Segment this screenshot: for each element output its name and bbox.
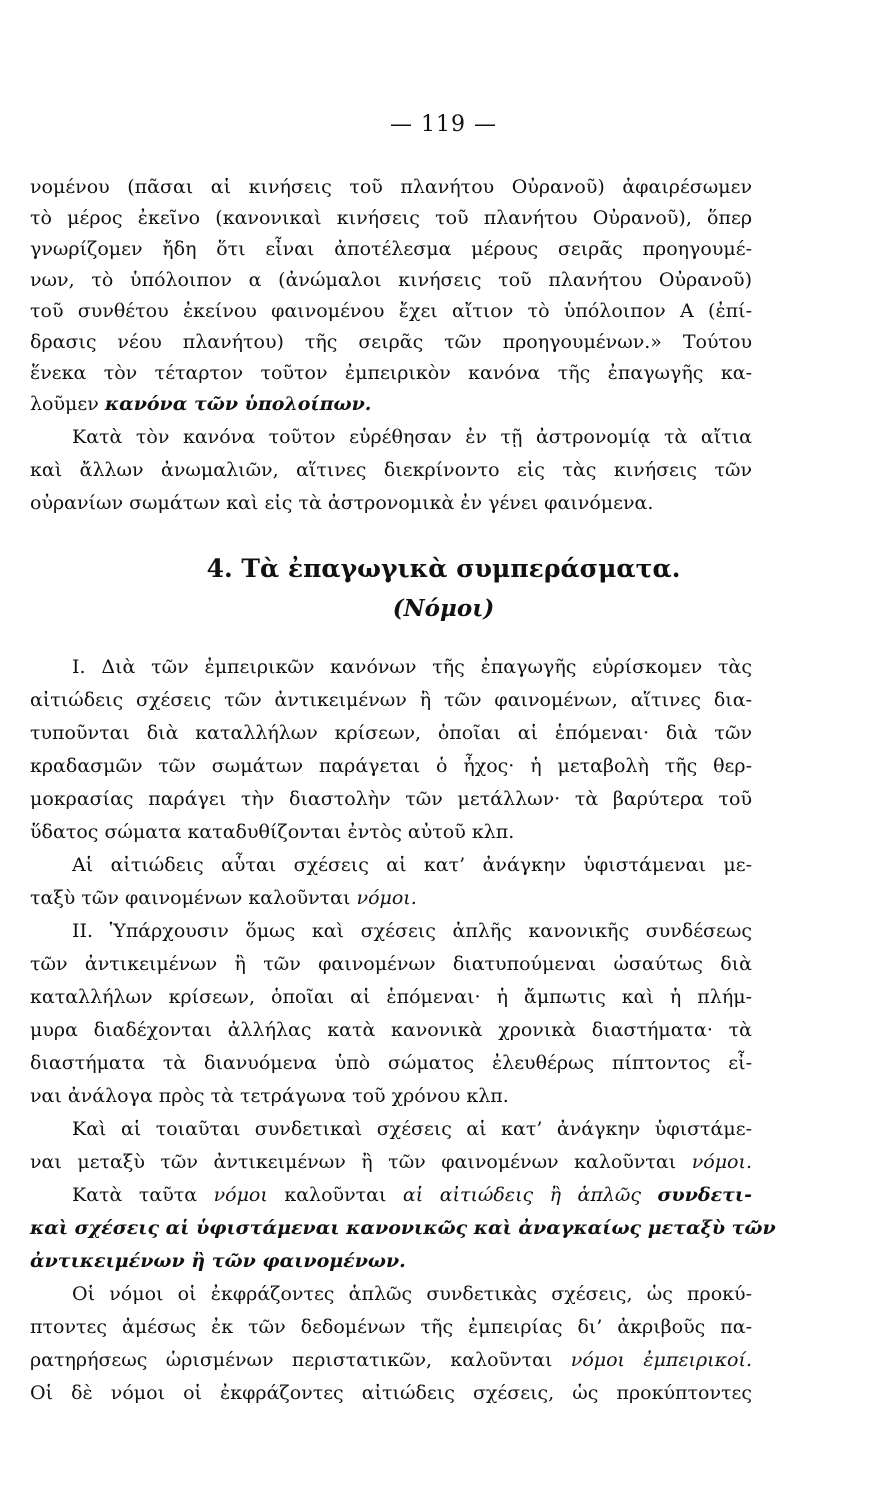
text-line: γνωρίζομεν ἤδη ὅτι εἶναι ἀποτέλεσμα μέρους σειρᾶς προηγουμέ- (30, 238, 752, 260)
text-line (30, 389, 752, 419)
text-span: ναι μεταξὺ τῶν ἀντικειμένων ἢ τῶν φαινομένων καλοῦνται (30, 1151, 677, 1173)
text-line: νομένου (πᾶσαι αἱ κινήσεις τοῦ πλανήτου Οὐρανοῦ) ἀφαιρέσωμεν (30, 176, 752, 198)
text-line: νων, τὸ ὑπόλοιπον α (ἀνώμαλοι κινήσεις τοῦ πλανήτου Οὐρανοῦ) (30, 269, 752, 291)
text-line: ΙΙ. Ὑπάρχουσιν ὅμως καὶ σχέσεις ἁπλῆς κανονικῆς συνδέσεως (72, 920, 752, 942)
page-number: — 119 — (390, 112, 497, 137)
text-line: οὐρανίων σωμάτων καὶ εἰς τὰ ἀστρονομικὰ ἐν γένει φαινόμενα. (30, 492, 654, 514)
section-heading: 4. Τὰ ἐπαγωγικὰ συμπεράσματα. (206, 554, 681, 583)
text-line: αἰτιώδεις σχέσεις τῶν ἀντικειμένων ἢ τῶν φαινομένων, αἵτινες δια- (30, 689, 752, 711)
text-line: τὸ μέρος ἐκεῖνο (κανονικαὶ κινήσεις τοῦ πλανήτου Οὐρανοῦ), ὅπερ (30, 207, 752, 229)
text-span: καλοῦνται (284, 1184, 387, 1206)
text-line (30, 883, 752, 913)
text-line: μυρα διαδέχονται ἀλλήλας κατὰ κανονικὰ χρονικὰ διαστήματα· τὰ (30, 1019, 752, 1041)
text-line: κραδασμῶν τῶν σωμάτων παράγεται ὁ ἦχος· ἡ μεταβολὴ τῆς θερ- (30, 755, 752, 777)
text-line: Ι. Διὰ τῶν ἐμπειρικῶν κανόνων τῆς ἐπαγωγῆς εὑρίσκομεν τὰς (72, 656, 752, 678)
text-line (30, 1147, 752, 1177)
emphasized-term: συνδετι- (657, 1184, 752, 1206)
text-line: διαστήματα τὰ διανυόμενα ὑπὸ σώματος ἐλευθέρως πίπτοντος εἶ- (30, 1052, 752, 1074)
emphasized-term: κανόνα τῶν ὑπολοίπων. (104, 393, 372, 415)
text-line: Καὶ αἱ τοιαῦται συνδετικαὶ σχέσεις αἱ κατ’ ἀνάγκην ὑφιστάμε- (72, 1118, 752, 1140)
text-line (72, 1180, 752, 1210)
text-line: ἕνεκα τὸν τέταρτον τοῦτον ἐμπειρικὸν κανόνα τῆς ἐπαγωγῆς κα- (30, 362, 752, 384)
emphasized-term: νόμοι. (691, 1151, 752, 1173)
text-line: τυποῦνται διὰ καταλλήλων κρίσεων, ὁποῖαι αἱ ἑπόμεναι· διὰ τῶν (30, 722, 752, 744)
text-span: λοῦμεν (30, 393, 99, 415)
text-line: καὶ ἄλλων ἀνωμαλιῶν, αἵτινες διεκρίνοντο εἰς τὰς κινήσεις τῶν (30, 459, 752, 481)
text-line (30, 1345, 752, 1375)
text-span: ταξὺ τῶν φαινομένων καλοῦνται (30, 887, 351, 909)
text-line: ναι ἀνάλογα πρὸς τὰ τετράγωνα τοῦ χρόνου κλπ. (30, 1085, 509, 1107)
text-line: τοῦ συνθέτου ἐκείνου φαινομένου ἔχει αἴτιον τὸ ὑπόλοιπον Α (ἐπί- (30, 300, 752, 322)
text-line: καὶ σχέσεις αἱ ὑφιστάμεναι κανονικῶς καὶ ἀναγκαίως μεταξὺ τῶν (30, 1217, 776, 1239)
text-line: ὕδατος σώματα καταδυθίζονται ἐντὸς αὐτοῦ κλπ. (30, 821, 515, 843)
text-span: ρατηρήσεως ὡρισμένων περιστατικῶν, καλοῦνται (30, 1349, 553, 1371)
text-line: Οἱ δὲ νόμοι οἱ ἐκφράζοντες αἰτιώδεις σχέσεις, ὡς προκύπτοντες (30, 1382, 752, 1404)
text-line: μοκρασίας παράγει τὴν διαστολὴν τῶν μετάλλων· τὰ βαρύτερα τοῦ (30, 788, 752, 810)
text-line: ἀντικειμένων ἢ τῶν φαινομένων. (30, 1250, 406, 1272)
text-line: τῶν ἀντικειμένων ἢ τῶν φαινομένων διατυπούμεναι ὡσαύτως διὰ (30, 953, 752, 975)
section-subheading: (Νόμοι) (392, 595, 495, 622)
text-line: καταλλήλων κρίσεων, ὁποῖαι αἱ ἑπόμεναι· ἡ ἄμπωτις καὶ ἡ πλήμ- (30, 986, 752, 1008)
emphasized-term: νόμοι ἐμπειρικοί. (570, 1349, 752, 1371)
emphasized-term: νόμοι (213, 1184, 268, 1206)
text-line: Οἱ νόμοι οἱ ἐκφράζοντες ἁπλῶς συνδετικὰς σχέσεις, ὡς προκύ- (72, 1283, 752, 1305)
emphasized-term: αἱ αἰτιώδεις ἢ ἁπλῶς (402, 1184, 642, 1206)
text-line: Κατὰ τὸν κανόνα τοῦτον εὑρέθησαν ἐν τῇ ἀστρονομίᾳ τὰ αἴτια (72, 426, 752, 448)
emphasized-term: νόμοι. (356, 887, 417, 909)
text-line: δρασις νέου πλανήτου) τῆς σειρᾶς τῶν προηγουμένων.» Τούτου (30, 331, 752, 353)
text-line: Αἱ αἰτιώδεις αὗται σχέσεις αἱ κατ’ ἀνάγκην ὑφιστάμεναι με- (72, 854, 752, 876)
text-line: πτοντες ἀμέσως ἐκ τῶν δεδομένων τῆς ἐμπειρίας δι’ ἀκριβοῦς πα- (30, 1316, 752, 1338)
text-span: Κατὰ ταῦτα (72, 1184, 198, 1206)
